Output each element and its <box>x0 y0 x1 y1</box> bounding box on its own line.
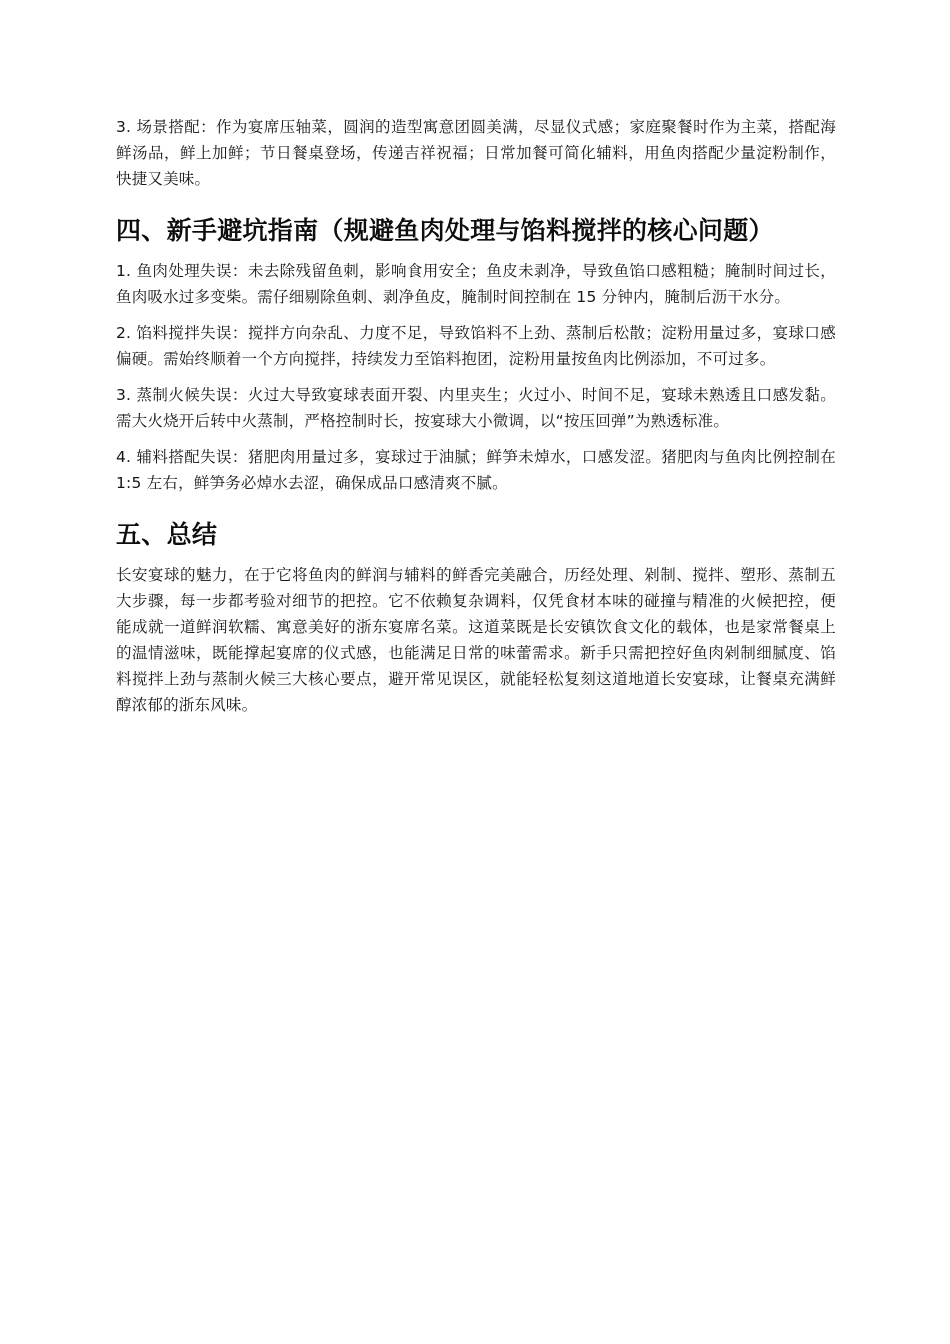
pitfall-item-steaming-heat: 3. 蒸制火候失误：火过大导致宴球表面开裂、内里夹生；火过小、时间不足，宴球未熟透且口感发黏。需大火烧开后转中火蒸制，严格控制时长，按宴球大小微调，以“按压回弹”为熟透标准。 <box>116 386 836 430</box>
section-4-heading: 四、新手避坑指南（规避鱼肉处理与馅料搅拌的核心问题） <box>116 216 774 245</box>
document-page <box>116 114 836 718</box>
pitfall-item-ingredient-ratio: 4. 辅料搭配失误：猪肥肉用量过多，宴球过于油腻；鲜笋未焯水，口感发涩。猪肥肉与鱼肉比例控制在 1:5 左右，鲜笋务必焯水去涩，确保成品口感清爽不腻。 <box>116 448 836 492</box>
scene-pairing-paragraph: 3. 场景搭配：作为宴席压轴菜，圆润的造型寓意团圆美满，尽显仪式感；家庭聚餐时作为主菜，搭配海鲜汤品，鲜上加鲜；节日餐桌登场，传递吉祥祝福；日常加餐可简化辅料，用鱼肉搭配少量淀粉制作，快捷又美味。 <box>116 118 836 188</box>
pitfall-item-fish-processing: 1. 鱼肉处理失误：未去除残留鱼刺，影响食用安全；鱼皮未剥净，导致鱼馅口感粗糙；腌制时间过长，鱼肉吸水过多变柴。需仔细剔除鱼刺、剥净鱼皮，腌制时间控制在 15 分钟内，腌制后沥干水分。 <box>116 262 836 306</box>
summary-paragraph: 长安宴球的魅力，在于它将鱼肉的鲜润与辅料的鲜香完美融合，历经处理、剁制、搅拌、塑形、蒸制五大步骤，每一步都考验对细节的把控。它不依赖复杂调料，仅凭食材本味的碰撞与精准的火候把控，便能成就一道鲜润软糯、寓意美好的浙东宴席名菜。这道菜既是长安镇饮食文化的载体，也是家常餐桌上的温情滋味，既能撑起宴席的仪式感，也能满足日常的味蕾需求。新手只需把控好鱼肉剁制细腻度、馅料搅拌上劲与蒸制火候三大核心要点，避开常见误区，就能轻松复刻这道地道长安宴球，让餐桌充满鲜醇浓郁的浙东风味。 <box>116 566 836 714</box>
pitfall-item-filling-mixing: 2. 馅料搅拌失误：搅拌方向杂乱、力度不足，导致馅料不上劲、蒸制后松散；淀粉用量过多，宴球口感偏硬。需始终顺着一个方向搅拌，持续发力至馅料抱团，淀粉用量按鱼肉比例添加，不可过多。 <box>116 324 836 368</box>
section-5-heading: 五、总结 <box>116 520 218 549</box>
